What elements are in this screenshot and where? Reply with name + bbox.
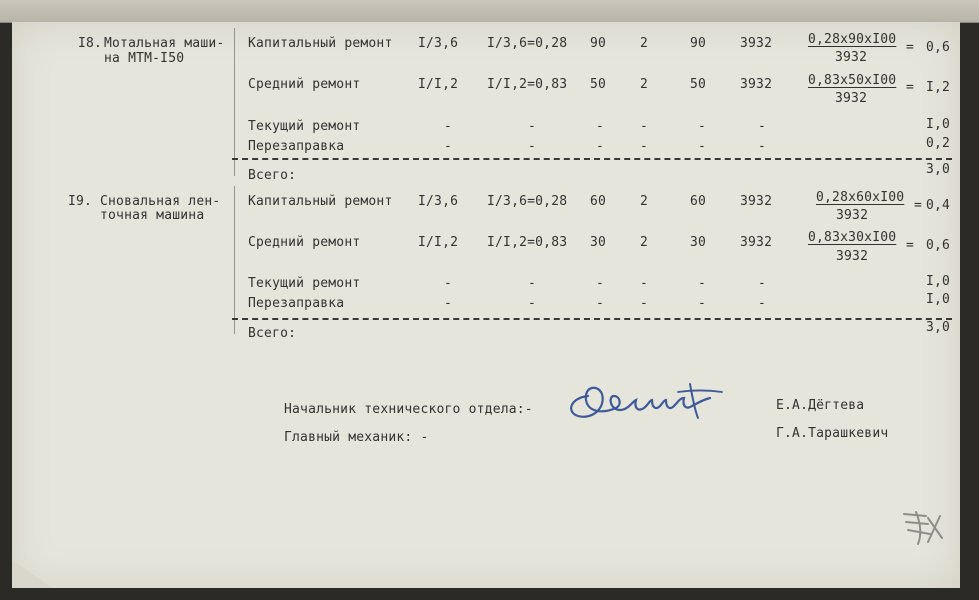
- total-label: Всего:: [248, 326, 297, 341]
- document-page: [12, 22, 960, 588]
- formula-numerator: 0,28х60хI00: [816, 190, 905, 205]
- cell-dash: -: [698, 276, 707, 291]
- row-number: I8.: [78, 36, 103, 51]
- cell-dash: -: [528, 119, 537, 134]
- total-value: 3,0: [926, 162, 951, 177]
- cell-dash: -: [444, 276, 453, 291]
- repair-type: Текущий ремонт: [248, 119, 361, 134]
- total-separator: [232, 318, 952, 320]
- column-divider: [234, 186, 235, 334]
- cell-dash: -: [596, 139, 605, 154]
- cell-dash: -: [528, 296, 537, 311]
- cell-dash: -: [640, 276, 649, 291]
- signature-label-head: Начальник технического отдела:-: [284, 402, 533, 417]
- result-value: 0,6: [926, 238, 951, 253]
- result-value: I,0: [926, 292, 951, 307]
- cell-value: 3932: [740, 194, 773, 209]
- cell-value: 50: [590, 77, 607, 92]
- cell-value: 2: [640, 77, 649, 92]
- cell-value: 90: [590, 36, 607, 51]
- cell-dash: -: [444, 139, 453, 154]
- cell-coefficient: I/3,6=0,28: [487, 194, 568, 209]
- repair-type: Средний ремонт: [248, 235, 361, 250]
- cell-dash: -: [596, 276, 605, 291]
- formula-denominator: 3932: [836, 249, 869, 264]
- cell-value: 3932: [740, 235, 773, 250]
- result-value: I,0: [926, 274, 951, 289]
- repair-type: Текущий ремонт: [248, 276, 361, 291]
- total-label: Всего:: [248, 168, 297, 183]
- cell-value: 3932: [740, 36, 773, 51]
- cell-dash: -: [640, 139, 649, 154]
- machine-name-line1: Сновальная лен-: [100, 194, 221, 209]
- cell-norm: I/3,6: [418, 194, 459, 209]
- cell-dash: -: [596, 119, 605, 134]
- cell-dash: -: [640, 119, 649, 134]
- total-value: 3,0: [926, 320, 951, 335]
- pencil-mark: [898, 508, 948, 548]
- cell-dash: -: [444, 119, 453, 134]
- repair-type: Капитальный ремонт: [248, 36, 393, 51]
- row-number: I9.: [68, 194, 93, 209]
- cell-dash: -: [698, 139, 707, 154]
- cell-value: 60: [590, 194, 607, 209]
- cell-coefficient: I/3,6=0,28: [487, 36, 568, 51]
- cell-value: 30: [590, 235, 607, 250]
- cell-value: 50: [690, 77, 707, 92]
- total-separator: [232, 158, 952, 160]
- cell-dash: -: [758, 276, 767, 291]
- cell-value: 2: [640, 235, 649, 250]
- handwritten-signature: [562, 378, 732, 426]
- formula-equals: =: [906, 238, 915, 253]
- formula-equals: =: [906, 80, 915, 95]
- previous-page-edge: [0, 0, 979, 23]
- cell-dash: -: [698, 296, 707, 311]
- repair-type: Перезаправка: [248, 296, 345, 311]
- formula-numerator: 0,28х90хI00: [808, 32, 897, 47]
- cell-norm: I/I,2: [418, 77, 459, 92]
- cell-dash: -: [444, 296, 453, 311]
- cell-dash: -: [758, 139, 767, 154]
- cell-dash: -: [758, 296, 767, 311]
- cell-value: 30: [690, 235, 707, 250]
- cell-norm: I/3,6: [418, 36, 459, 51]
- cell-dash: -: [698, 119, 707, 134]
- cell-value: 2: [640, 36, 649, 51]
- cell-value: 2: [640, 194, 649, 209]
- formula-numerator: 0,83х30хI00: [808, 230, 897, 245]
- formula-denominator: 3932: [835, 91, 868, 106]
- formula-equals: =: [906, 40, 915, 55]
- cell-value: 3932: [740, 77, 773, 92]
- cell-value: 60: [690, 194, 707, 209]
- cell-norm: I/I,2: [418, 235, 459, 250]
- column-divider: [234, 28, 235, 176]
- machine-name-line2: на МТМ-I50: [104, 51, 185, 66]
- signatory-name-mechanic: Г.А.Тарашкевич: [776, 426, 889, 441]
- result-value: 0,4: [926, 198, 951, 213]
- repair-type: Капитальный ремонт: [248, 194, 393, 209]
- cell-dash: -: [528, 139, 537, 154]
- result-value: 0,2: [926, 136, 951, 151]
- repair-type: Средний ремонт: [248, 77, 361, 92]
- machine-name-line2: точная машина: [100, 208, 205, 223]
- cell-dash: -: [596, 296, 605, 311]
- cell-dash: -: [758, 119, 767, 134]
- cell-dash: -: [640, 296, 649, 311]
- signature-label-mechanic: Главный механик: -: [284, 430, 429, 445]
- result-value: 0,6: [926, 40, 951, 55]
- result-value: I,2: [926, 80, 951, 95]
- result-value: I,0: [926, 117, 951, 132]
- formula-equals: =: [914, 198, 923, 213]
- cell-coefficient: I/I,2=0,83: [487, 77, 568, 92]
- formula-numerator: 0,83х50хI00: [808, 73, 897, 88]
- machine-name-line1: Мотальная маши-: [104, 36, 225, 51]
- formula-denominator: 3932: [835, 50, 868, 65]
- cell-value: 90: [690, 36, 707, 51]
- cell-coefficient: I/I,2=0,83: [487, 235, 568, 250]
- cell-dash: -: [528, 276, 537, 291]
- signatory-name-head: Е.А.Дёгтева: [776, 398, 865, 413]
- repair-type: Перезаправка: [248, 139, 345, 154]
- formula-denominator: 3932: [836, 208, 869, 223]
